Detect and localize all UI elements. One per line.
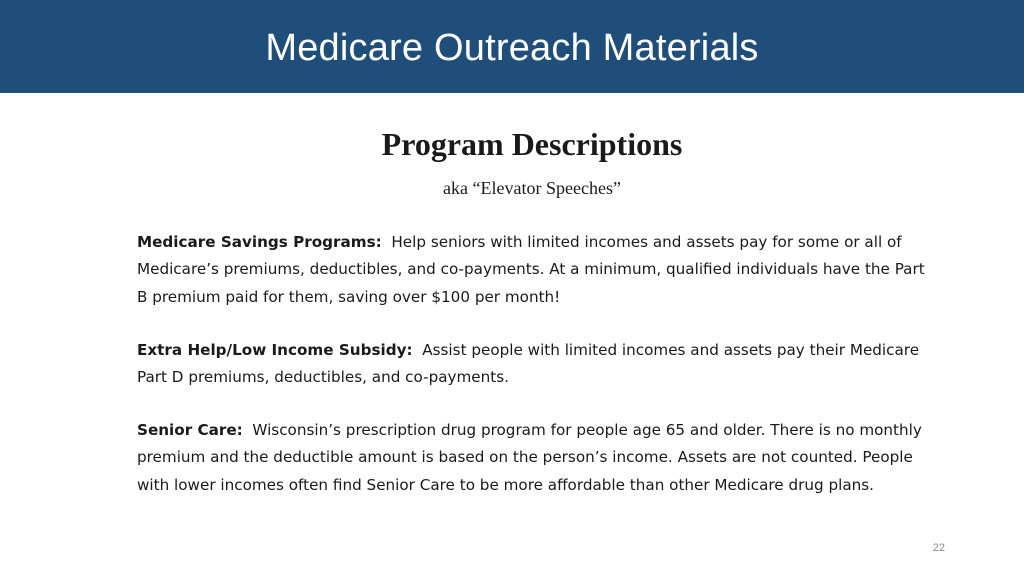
program-medicare-savings — [137, 229, 937, 311]
section-heading: Program Descriptions — [381, 126, 683, 162]
program-senior-care — [137, 417, 937, 499]
program-description: Wisconsin’s prescription drug program for people age 65 and older. There is no monthly premium and the deductible amount is based on the person’s income. Assets are not counted. People with lower incomes often find Senior Care to be more affordable than other Medicare drug plans. — [137, 421, 922, 494]
section-subtitle: aka “Elevator Speeches” — [443, 178, 621, 198]
program-name: Extra Help/Low Income Subsidy: — [137, 341, 413, 359]
header-bar — [0, 0, 1024, 93]
program-description: Assist people with limited incomes and assets pay their Medicare Part D premiums, deductibles, and co-payments. — [137, 341, 920, 387]
program-extra-help — [137, 337, 937, 392]
program-name: Senior Care: — [137, 421, 243, 439]
program-name: Medicare Savings Programs: — [137, 233, 382, 251]
slide-title: Medicare Outreach Materials — [265, 27, 759, 69]
program-description: Help seniors with limited incomes and assets pay for some or all of Medicare’s premiums, deductibles, and co-payments. At a minimum, qualified individuals have the Part B premium paid for them, saving over $100 per month! — [137, 233, 925, 306]
page-number: 22 — [932, 542, 945, 554]
